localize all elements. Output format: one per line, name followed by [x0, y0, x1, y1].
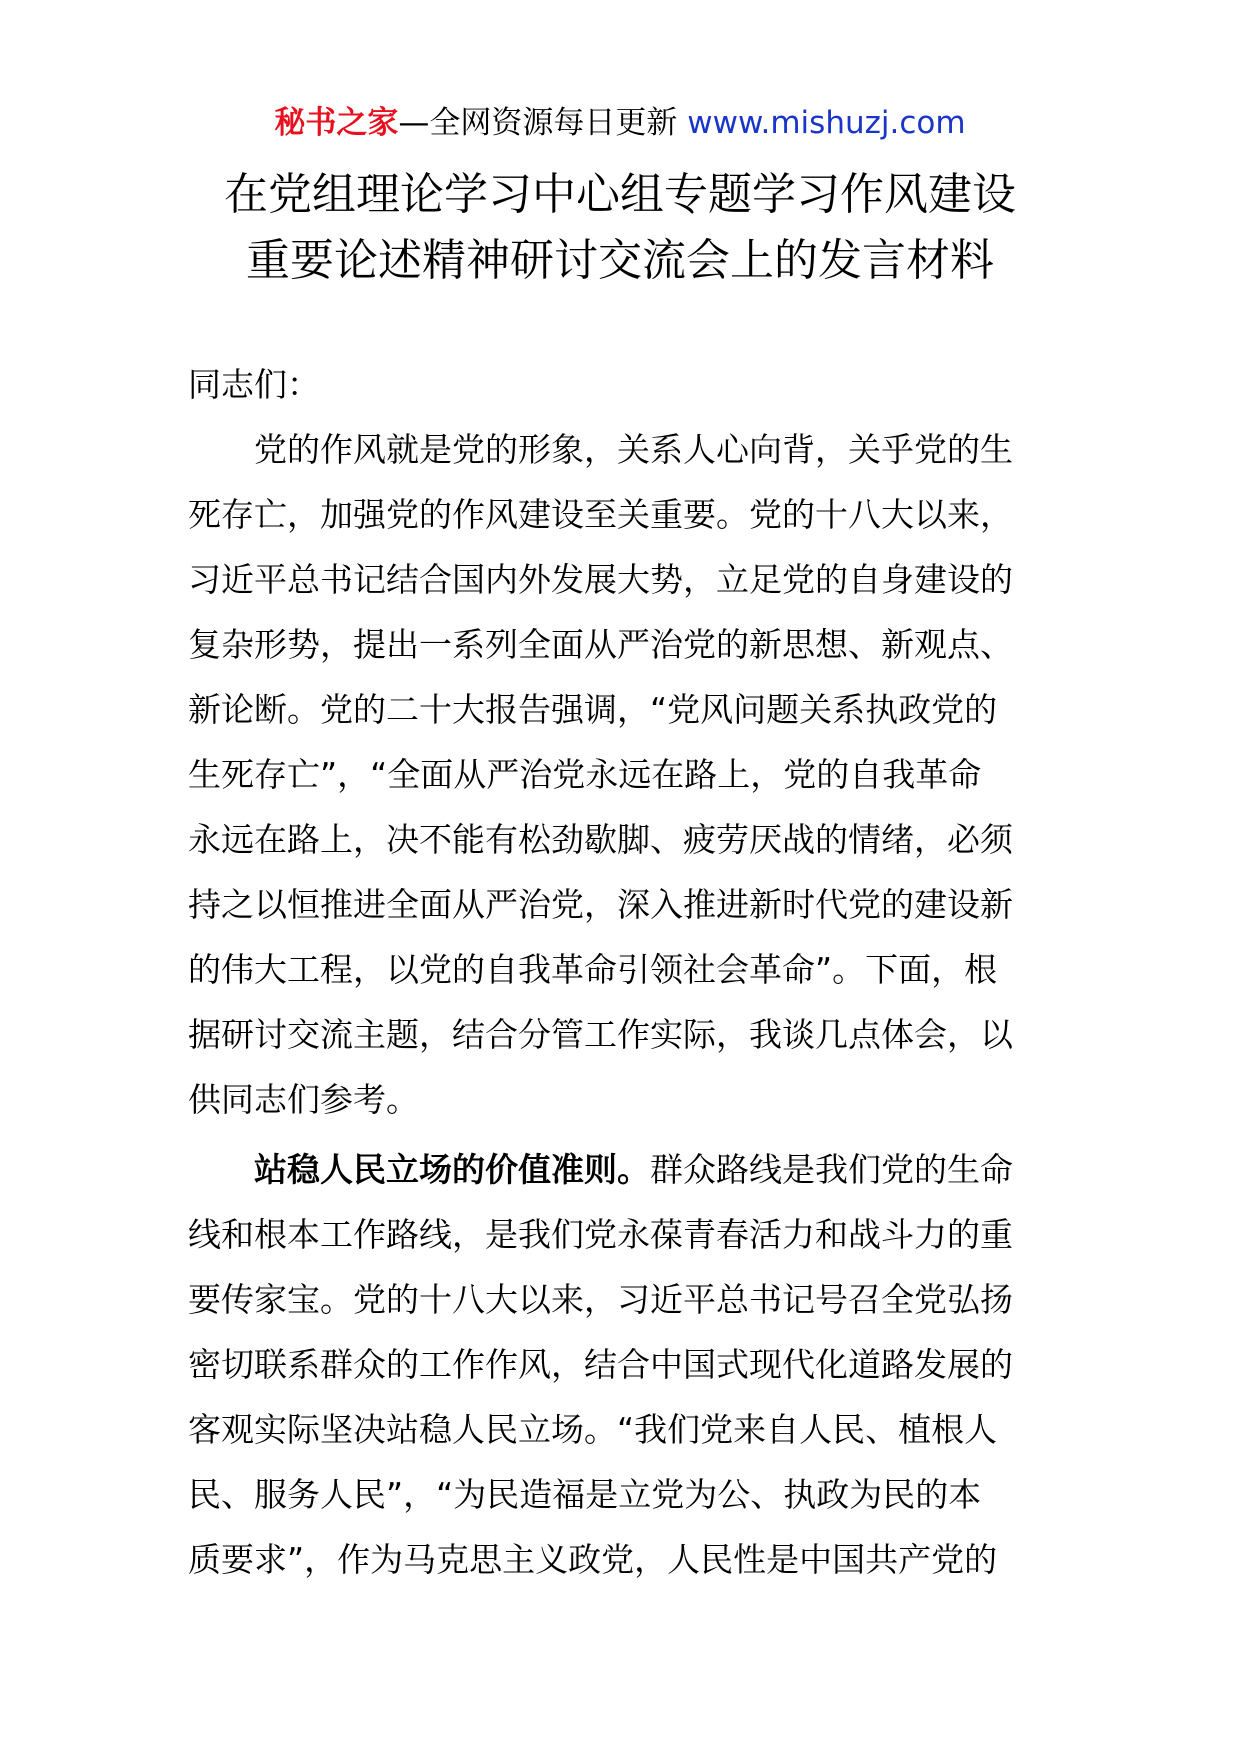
paragraph-line: 密切联系群众的工作作风，结合中国式现代化道路发展的 — [188, 1345, 1013, 1384]
paragraph-first-line — [188, 1137, 1058, 1202]
document-title — [0, 162, 1240, 294]
paragraph-line: 供同志们参考。 — [188, 1080, 419, 1119]
site-url-link[interactable]: www.mishuzj.com — [687, 105, 966, 141]
brand-name: 秘书之家 — [274, 105, 399, 141]
paragraph-line: 据研讨交流主题，结合分管工作实际，我谈几点体会，以 — [188, 1015, 1013, 1054]
paragraph-line: 死存亡，加强党的作风建设至关重要。党的十八大以来， — [188, 495, 1013, 534]
paragraph-line: 客观实际坚决站稳人民立场。“我们党来自人民、植根人 — [188, 1410, 998, 1449]
paragraph-line: 持之以恒推进全面从严治党，深入推进新时代党的建设新 — [188, 885, 1013, 924]
paragraph-line: 要传家宝。党的十八大以来，习近平总书记号召全党弘扬 — [188, 1280, 1013, 1319]
header-tagline: —全网资源每日更新 — [398, 105, 688, 141]
paragraph-text: 群众路线是我们党的生命 — [650, 1150, 1013, 1189]
document-body — [188, 352, 1058, 1592]
section-heading: 站稳人民立场的价值准则。 — [254, 1150, 650, 1189]
paragraph-line: 永远在路上，决不能有松劲歇脚、疲劳厌战的情绪，必须 — [188, 820, 1013, 859]
paragraph-1 — [188, 417, 1058, 1132]
paragraph-line: 习近平总书记结合国内外发展大势，立足党的自身建设的 — [188, 560, 1013, 599]
paragraph-line: 民、服务人民”，“为民造福是立党为公、执政为民的本 — [188, 1475, 982, 1514]
paragraph-line: 生死存亡”，“全面从严治党永远在路上，党的自我革命 — [188, 755, 982, 794]
paragraph-line: 新论断。党的二十大报告强调，“党风问题关系执政党的 — [188, 690, 998, 729]
title-line-1: 在党组理论学习中心组专题学习作风建设 — [224, 169, 1016, 220]
title-line-2: 重要论述精神研讨交流会上的发言材料 — [246, 235, 994, 286]
greeting: 同志们： — [188, 365, 320, 404]
paragraph-line: 复杂形势，提出一系列全面从严治党的新思想、新观点、 — [188, 625, 1013, 664]
paragraph-line: 质要求”，作为马克思主义政党，人民性是中国共产党的 — [188, 1540, 998, 1579]
site-header — [0, 100, 1240, 146]
paragraph-line: 的伟大工程，以党的自我革命引领社会革命”。下面，根 — [188, 950, 998, 989]
paragraph-line: 党的作风就是党的形象，关系人心向背，关乎党的生 — [188, 430, 1013, 469]
paragraph-2 — [188, 1137, 1058, 1592]
paragraph-line: 线和根本工作路线，是我们党永葆青春活力和战斗力的重 — [188, 1215, 1013, 1254]
